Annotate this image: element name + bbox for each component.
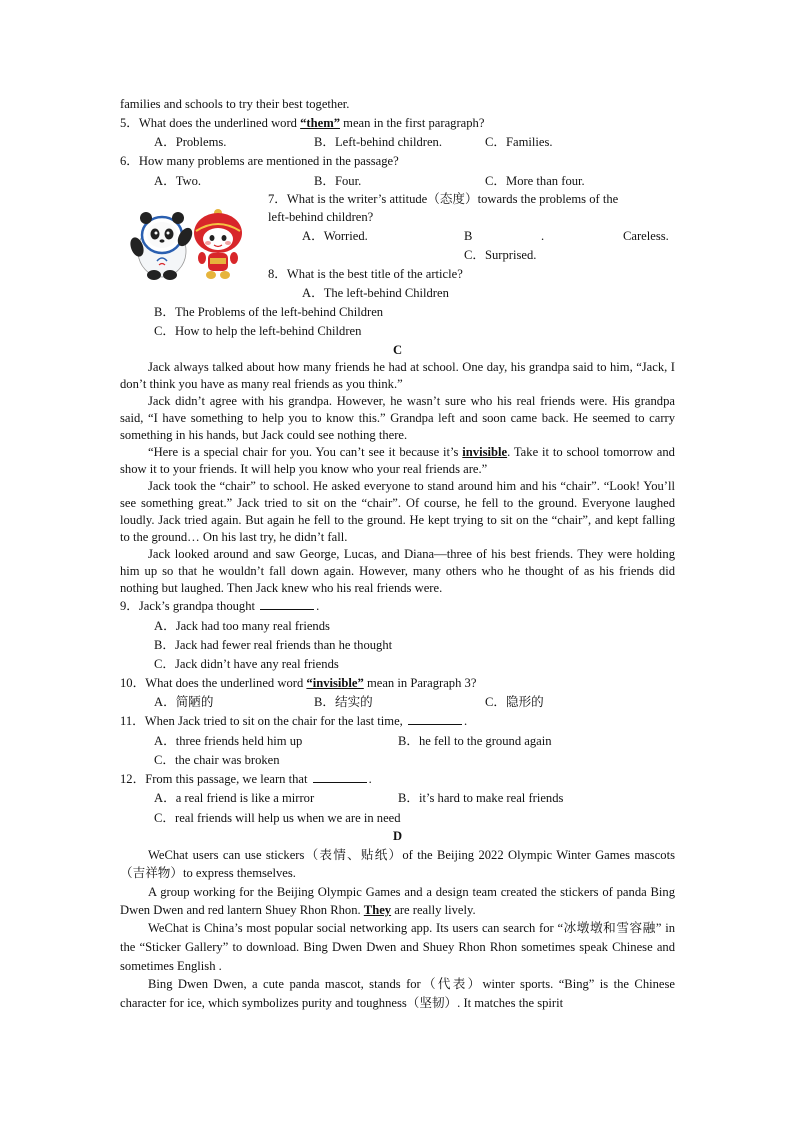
section-d-paragraph-1: WeChat users can use stickers（表情、贴纸）of the Beijing 2022 Olympic Winter Games mascots（吉祥物）to express themselves. bbox=[120, 848, 675, 880]
section-c-paragraph-4: Jack took the “chair” to school. He asked everyone to stand around him and his “chair”. “Look! You’ll see something great.” Jack tried to sit on the “chair”. Of course, he fell to the ground. Everyone laughed loudly. Jack tried again. But again he fell to the ground. He kept trying to sit on the “chair”, and kept falling to the ground… On his last try, he didn’t fall. bbox=[120, 479, 675, 544]
q12-option-b: B．it’s hard to make real friends bbox=[398, 791, 564, 805]
question-12: 12．From this passage, we learn that . bbox=[120, 772, 372, 786]
section-c-paragraph-5: Jack looked around and saw George, Lucas, and Diana—three of his best friends. They were holding him up so that he wouldn’t fall down again. However, many others who he thought of as his friends did nothing but laughed. Then Jack knew who his real friends were. bbox=[120, 547, 675, 595]
keyword-invisible: invisible bbox=[462, 445, 508, 459]
q10-option-a: A．简陋的 bbox=[154, 695, 214, 709]
q7-option-b-letter: B bbox=[464, 229, 473, 243]
question-11: 11．When Jack tried to sit on the chair for the last time, . bbox=[120, 714, 468, 728]
q9-option-b: B．Jack had fewer real friends than he thought bbox=[154, 638, 393, 652]
section-d-paragraph-3: WeChat is China’s most popular social networking app. Its users can search for “冰墩墩和雪容融” in the “Sticker Gallery” to download. Bing Dwen Dwen and Shuey Rhon Rhon sometimes speak Chinese and sometimes English . bbox=[120, 921, 675, 973]
q6-option-b: B．Four. bbox=[314, 174, 362, 188]
q10-option-c: C．隐形的 bbox=[485, 695, 544, 709]
answer-blank[interactable] bbox=[408, 713, 462, 725]
bing-dwen-dwen-icon bbox=[128, 212, 195, 280]
section-d-paragraph-2: A group working for the Beijing Olympic Games and a design team created the stickers of panda Bing Dwen Dwen and red lantern Shuey Rhon Rhon. They are really lively. bbox=[120, 885, 675, 917]
q12-option-a: A．a real friend is like a mirror bbox=[154, 791, 315, 805]
q8-option-b: B．The Problems of the left-behind Children bbox=[154, 305, 384, 319]
q7-option-b-text: Careless. bbox=[623, 229, 669, 243]
q7-option-c: C．Surprised. bbox=[464, 248, 537, 262]
q5-option-b: B．Left-behind children. bbox=[314, 135, 442, 149]
section-d-heading: D bbox=[392, 829, 403, 843]
q6-option-a: A．Two. bbox=[154, 174, 202, 188]
q7-option-a: A．Worried. bbox=[302, 229, 368, 243]
section-d-paragraph-4: Bing Dwen Dwen, a cute panda mascot, stands for（代表）winter sports. “Bing” is the Chinese character for ice, which symbolizes purity and toughness（坚韧）. It matches the spirit bbox=[120, 977, 675, 1010]
q8-option-a: A．The left-behind Children bbox=[302, 286, 449, 300]
keyword-they: They bbox=[363, 903, 392, 917]
question-5: 5．What does the underlined word “them” mean in the first paragraph? bbox=[120, 116, 485, 130]
q6-option-c: C．More than four. bbox=[485, 174, 585, 188]
section-c-paragraph-1: Jack always talked about how many friends he had at school. One day, his grandpa said to him, “Jack, I don’t think you have as many real friends as you think.” bbox=[120, 360, 675, 391]
keyword-invisible-quoted: “invisible” bbox=[306, 676, 364, 690]
q7-option-b-dot: . bbox=[541, 229, 545, 243]
q9-option-a: A．Jack had too many real friends bbox=[154, 619, 330, 633]
q12-option-c: C．real friends will help us when we are in need bbox=[154, 811, 401, 825]
question-7-line-1: 7．What is the writer’s attitude（态度）towards the problems of the bbox=[268, 192, 619, 206]
question-6: 6．How many problems are mentioned in the passage? bbox=[120, 154, 399, 168]
answer-blank[interactable] bbox=[313, 771, 367, 783]
question-8: 8．What is the best title of the article? bbox=[268, 267, 463, 281]
mascot-image bbox=[122, 203, 250, 283]
section-c-heading: C bbox=[392, 343, 403, 357]
q11-option-a: A．three friends held him up bbox=[154, 734, 303, 748]
q11-option-b: B．he fell to the ground again bbox=[398, 734, 552, 748]
q10-option-b: B．结实的 bbox=[314, 695, 373, 709]
shuey-rhon-rhon-icon bbox=[194, 209, 242, 279]
question-9: 9．Jack’s grandpa thought . bbox=[120, 599, 320, 613]
q5-option-a: A．Problems. bbox=[154, 135, 227, 149]
question-7-line-2: left-behind children? bbox=[268, 210, 374, 224]
q8-option-c: C．How to help the left-behind Children bbox=[154, 324, 362, 338]
keyword-them: “them” bbox=[300, 116, 340, 130]
section-c-paragraph-3: “Here is a special chair for you. You can’t see it because it’s invisible. Take it to school tomorrow and show it to your friends. It will help you know who your real friends are.” bbox=[120, 445, 675, 476]
q9-option-c: C．Jack didn’t have any real friends bbox=[154, 657, 339, 671]
answer-blank[interactable] bbox=[260, 598, 314, 610]
intro-line: families and schools to try their best together. bbox=[120, 97, 350, 111]
q11-option-c: C．the chair was broken bbox=[154, 753, 280, 767]
section-c-paragraph-2: Jack didn’t agree with his grandpa. However, he wasn’t sure who his real friends were. His grandpa said, “I have something to help you to know this.” Grandpa left and soon came back. He seemed to carry something in his hands, but Jack could see nothing there. bbox=[120, 394, 675, 442]
q5-option-c: C．Families. bbox=[485, 135, 553, 149]
question-10: 10．What does the underlined word “invisible” mean in Paragraph 3? bbox=[120, 676, 477, 690]
